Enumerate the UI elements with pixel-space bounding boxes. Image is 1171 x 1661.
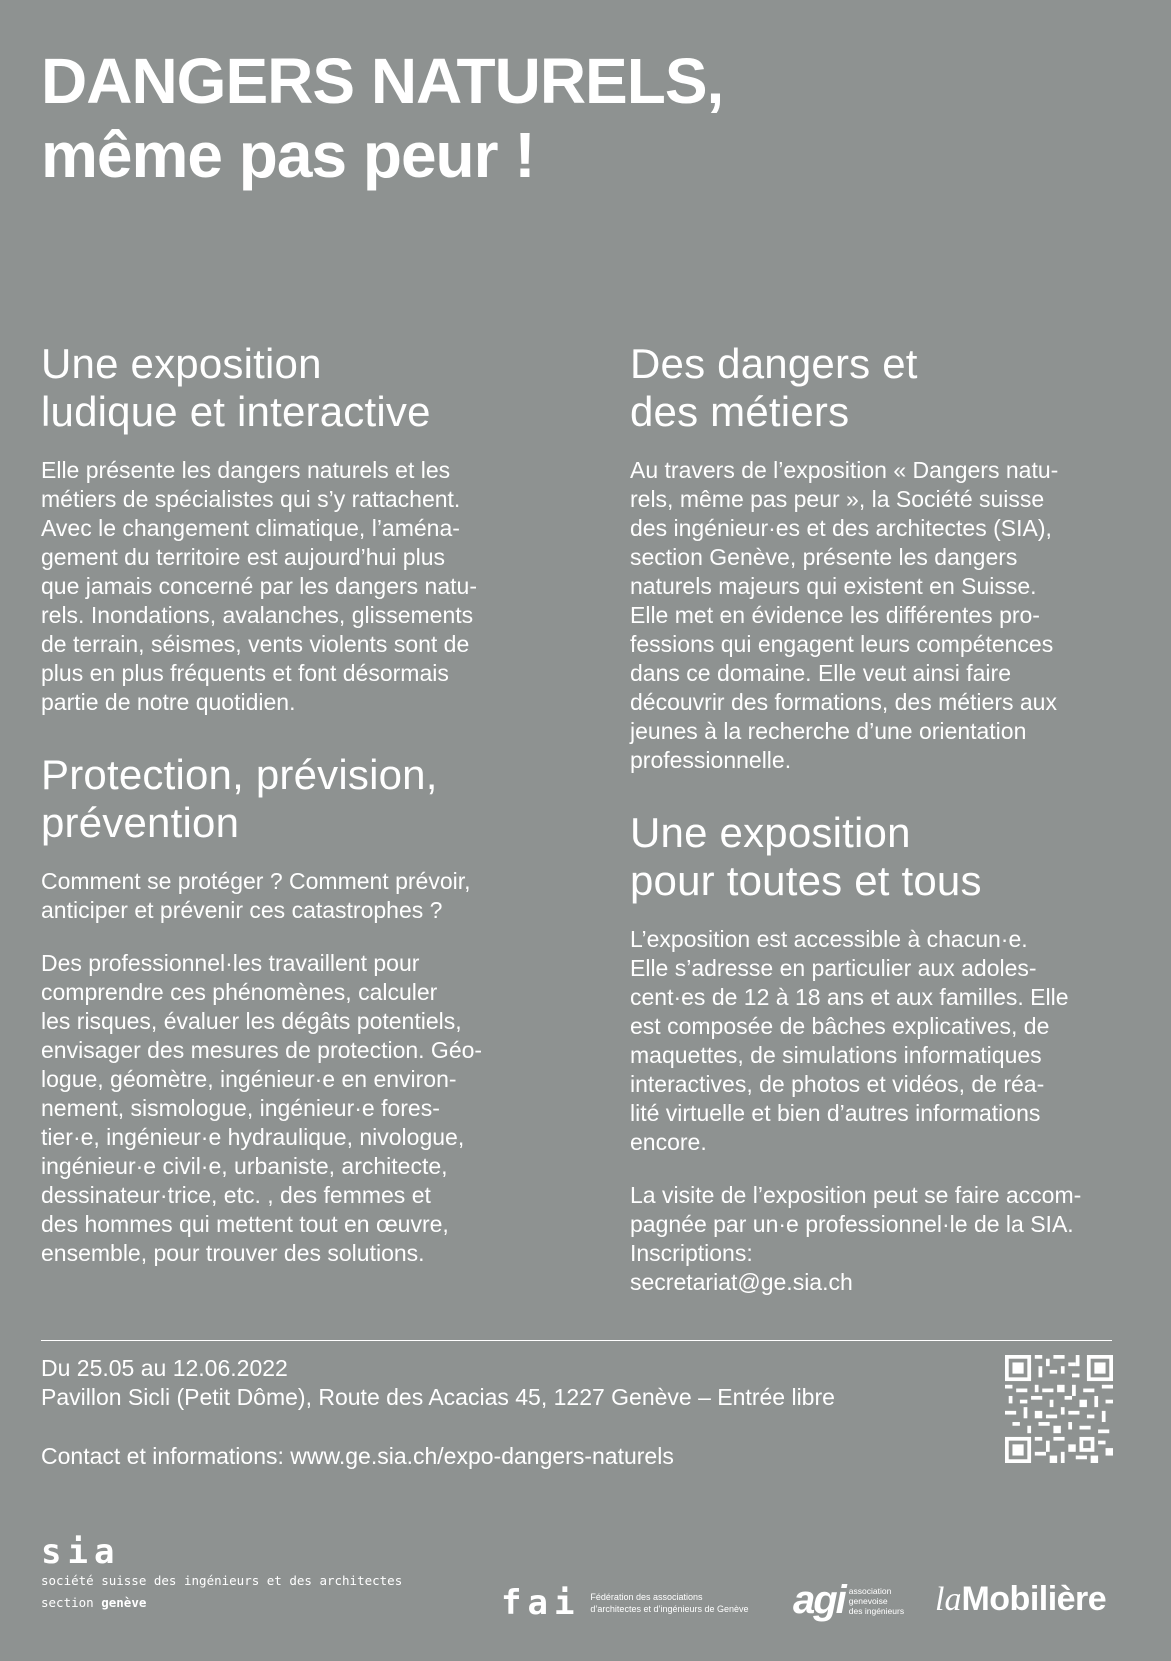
paragraph-line: logue, géomètre, ingénieur·e en environ- xyxy=(41,1066,457,1092)
sia-logo xyxy=(41,1534,402,1614)
paragraph-line: nement, sismologue, ingénieur·e fores- xyxy=(41,1095,440,1121)
paragraph-line: section Genève, présente les dangers xyxy=(630,544,1018,570)
heading-line: prévention xyxy=(41,799,240,846)
paragraph-line: de terrain, séismes, vents violents sont de xyxy=(41,631,470,657)
agi-logo-text xyxy=(849,1586,904,1616)
visit-paragraph xyxy=(630,1181,1112,1297)
agi-logo-mark: agi xyxy=(793,1578,845,1622)
fai-logo-mark: fai xyxy=(501,1583,581,1623)
paragraph-line: cent·es de 12 à 18 ans et aux familles. Elle xyxy=(630,984,1069,1010)
paragraph-line: envisager des mesures de protection. Géo- xyxy=(41,1037,483,1063)
paragraph-line: Comment se protéger ? Comment prévoir, xyxy=(41,868,471,894)
section-heading xyxy=(630,809,1112,905)
paragraph-line: Des professionnel·les travaillent pour xyxy=(41,950,420,976)
paragraph-line: tier·e, ingénieur·e hydraulique, nivologue, xyxy=(41,1124,465,1150)
paragraph-line: ingénieur·e civil·e, urbaniste, architecte, xyxy=(41,1153,448,1179)
paragraph-line: plus en plus fréquents et font désormais xyxy=(41,660,449,686)
paragraph-line: fessions qui engagent leurs compétences xyxy=(630,631,1054,657)
section-paragraph xyxy=(41,949,531,1268)
title-line-2: même pas peur ! xyxy=(41,119,535,191)
heading-line: Protection, prévision, xyxy=(41,751,438,798)
page-title xyxy=(41,44,723,192)
title-line-1: DANGERS NATURELS, xyxy=(41,45,724,117)
event-info xyxy=(41,1354,835,1412)
heading-line: ludique et interactive xyxy=(41,388,431,435)
paragraph-line: encore. xyxy=(630,1129,707,1155)
left-column xyxy=(41,340,531,1292)
sia-logo-line-2 xyxy=(41,1592,402,1614)
section-heading xyxy=(41,340,531,436)
section-paragraph xyxy=(630,925,1112,1157)
sia-logo-mark: sia xyxy=(41,1532,121,1572)
paragraph-line: rels, même pas peur », la Société suisse xyxy=(630,486,1045,512)
paragraph-line: partie de notre quotidien. xyxy=(41,689,296,715)
paragraph-line: rels. Inondations, avalanches, glissements xyxy=(41,602,474,628)
section-intro xyxy=(41,867,531,925)
agi-logo xyxy=(793,1578,904,1623)
paragraph-line: naturels majeurs qui existent en Suisse. xyxy=(630,573,1037,599)
fai-logo xyxy=(501,1583,749,1623)
la-mobiliere-logo xyxy=(935,1580,1106,1619)
heading-line: Des dangers et xyxy=(630,340,918,387)
paragraph-line: gement du territoire est aujourd’hui plus xyxy=(41,544,446,570)
paragraph-line: dessinateur·trice, etc. , des femmes et xyxy=(41,1182,431,1208)
fai-logo-text xyxy=(590,1591,748,1615)
heading-line: Une exposition xyxy=(41,340,322,387)
inscriptions-line xyxy=(630,1239,1112,1297)
sia-logo-city: genève xyxy=(101,1595,147,1610)
paragraph-line: Elle met en évidence les différentes pro- xyxy=(630,602,1040,628)
paragraph-line: professionnelle. xyxy=(630,747,792,773)
paragraph-line: Elle présente les dangers naturels et les xyxy=(41,457,451,483)
paragraph-line: maquettes, de simulations informatiques xyxy=(630,1042,1042,1068)
fai-logo-line: d’architectes et d’ingénieurs de Genève xyxy=(590,1604,749,1614)
agi-logo-line: genevoise xyxy=(848,1595,888,1606)
right-column xyxy=(630,340,1112,1321)
paragraph-line: La visite de l’exposition peut se faire accom- xyxy=(630,1182,1082,1208)
qr-code-icon[interactable] xyxy=(1005,1355,1113,1463)
inscriptions-email-link[interactable]: secretariat@ge.sia.ch xyxy=(630,1269,853,1295)
sia-logo-line-1: société suisse des ingénieurs et des architectes xyxy=(41,1573,403,1588)
section-paragraph xyxy=(41,456,531,717)
paragraph-line: Elle s’adresse en particulier aux adoles- xyxy=(630,955,1037,981)
paragraph-line: des ingénieur·es et des architectes (SIA), xyxy=(630,515,1052,541)
paragraph-line: jeunes à la recherche d’une orientation xyxy=(630,718,1027,744)
paragraph-line: des hommes qui mettent tout en œuvre, xyxy=(41,1211,449,1237)
paragraph-line: lité virtuelle et bien d’autres informations xyxy=(630,1100,1041,1126)
heading-line: pour toutes et tous xyxy=(630,857,982,904)
paragraph-line: interactives, de photos et vidéos, de réa- xyxy=(630,1071,1045,1097)
footer-divider xyxy=(41,1340,1112,1341)
fai-logo-line: Fédération des associations xyxy=(590,1592,703,1602)
sia-logo-section: section xyxy=(41,1595,102,1610)
inscriptions-label: Inscriptions: xyxy=(630,1240,753,1266)
section-heading xyxy=(41,751,531,847)
paragraph-line: comprendre ces phénomènes, calculer xyxy=(41,979,438,1005)
paragraph-line: dans ce domaine. Elle veut ainsi faire xyxy=(630,660,1011,686)
contact-link[interactable]: Contact et informations: www.ge.sia.ch/expo-dangers-naturels xyxy=(41,1443,674,1469)
mobiliere-logo-name: Mobilière xyxy=(961,1580,1107,1618)
event-dates: Du 25.05 au 12.06.2022 xyxy=(41,1355,288,1381)
paragraph-line: Avec le changement climatique, l’aména- xyxy=(41,515,460,541)
mobiliere-logo-la: la xyxy=(935,1581,962,1618)
paragraph-line: découvrir des formations, des métiers aux xyxy=(630,689,1057,715)
section-heading xyxy=(630,340,1112,436)
paragraph-line: anticiper et prévenir ces catastrophes ? xyxy=(41,897,443,923)
agi-logo-line: des ingénieurs xyxy=(848,1605,905,1616)
paragraph-line: pagnée par un·e professionnel·le de la SIA. xyxy=(630,1211,1074,1237)
paragraph-line: que jamais concerné par les dangers natu- xyxy=(41,573,477,599)
paragraph-line: ensemble, pour trouver des solutions. xyxy=(41,1240,425,1266)
paragraph-line: Au travers de l’exposition « Dangers natu- xyxy=(630,457,1059,483)
paragraph-line: métiers de spécialistes qui s’y rattachent. xyxy=(41,486,461,512)
event-venue: Pavillon Sicli (Petit Dôme), Route des Acacias 45, 1227 Genève – Entrée libre xyxy=(41,1384,835,1410)
section-paragraph xyxy=(630,456,1112,775)
paragraph-line: est composée de bâches explicatives, de xyxy=(630,1013,1050,1039)
heading-line: Une exposition xyxy=(630,809,911,856)
agi-logo-line: association xyxy=(848,1585,892,1596)
heading-line: des métiers xyxy=(630,388,850,435)
paragraph-line: L’exposition est accessible à chacun·e. xyxy=(630,926,1028,952)
paragraph-line: les risques, évaluer les dégâts potentiels, xyxy=(41,1008,462,1034)
